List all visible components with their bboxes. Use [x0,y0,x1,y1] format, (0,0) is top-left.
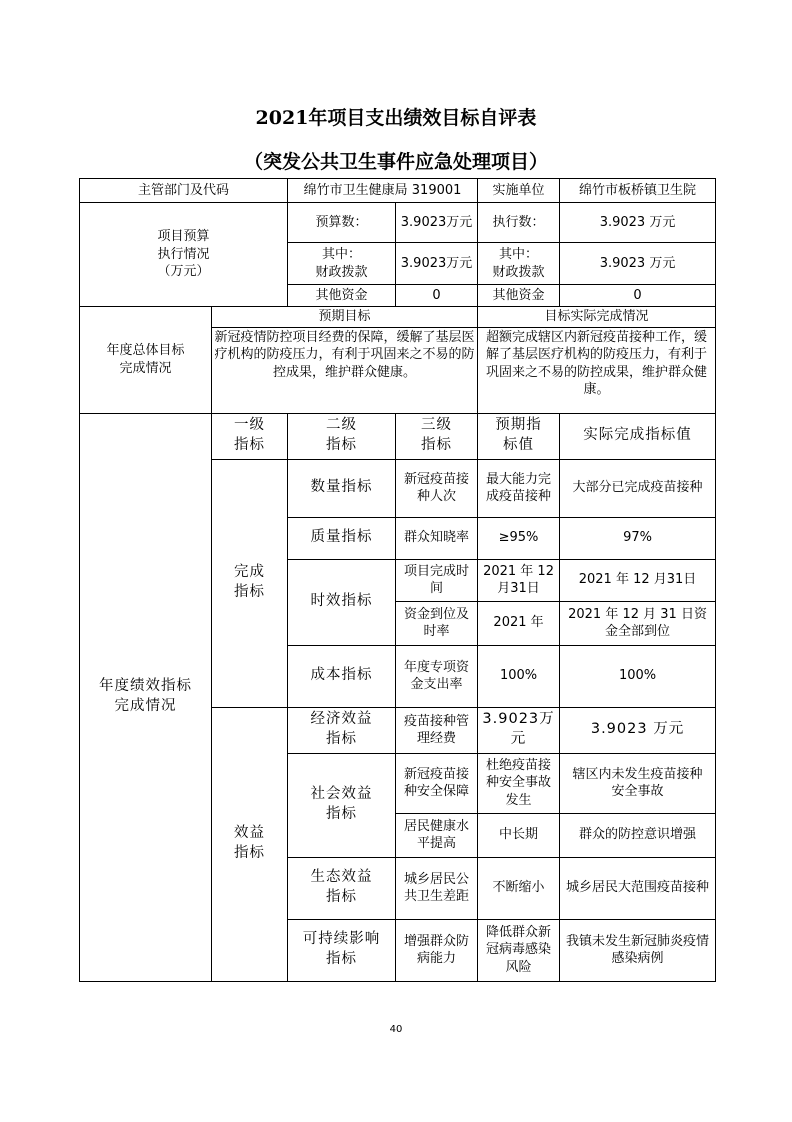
ecological-expected: 不断缩小 [478,857,560,919]
col-level3-header: 三级 指标 [396,413,478,459]
actual-goal-text: 超额完成辖区内新冠疫苗接种工作，缓解了基层医疗机构的防疫压力，有利于巩固来之不易的防控成果，维护群众健康。 [478,327,716,413]
fiscal-value: 3.9023万元 [396,243,478,285]
completion-indicator-label: 完成 指标 [212,459,288,707]
page-subtitle: （突发公共卫生事件应急处理项目） [243,151,548,173]
unit-label: 实施单位 [478,179,560,203]
cost-level3: 年度专项资金支出率 [396,645,478,707]
unit-value: 绵竹市板桥镇卫生院 [560,179,716,203]
exec-value: 3.9023 万元 [560,203,716,243]
fiscal-label: 其中： 财政拨款 [288,243,396,285]
fiscal-exec-label: 其中： 财政拨款 [478,243,560,285]
col-level1-header: 一级 指标 [212,413,288,459]
annual-section-label: 年度总体目标 完成情况 [80,307,212,414]
social2-level3: 居民健康水平提高 [396,813,478,857]
economic-expected: 3.9023万 元 [478,707,560,753]
time2-actual: 2021 年 12 月 31 日资金全部到位 [560,601,716,645]
cost-level2: 成本指标 [288,645,396,707]
social1-expected: 杜绝疫苗接种安全事故发生 [478,753,560,813]
col-level2-header: 二级 指标 [288,413,396,459]
economic-level3: 疫苗接种管理经费 [396,707,478,753]
economic-actual: 3.9023 万元 [560,707,716,753]
time1-expected: 2021 年 12 月31日 [478,559,560,601]
sustainable-expected: 降低群众新冠病毒感染风险 [478,919,560,981]
other-exec-value: 0 [560,285,716,307]
col-expected-header: 预期指 标值 [478,413,560,459]
quantity-actual: 大部分已完成疫苗接种 [560,459,716,517]
other-exec-label: 其他资金 [478,285,560,307]
page-number: 40 [389,1024,403,1035]
quantity-level3: 新冠疫苗接种人次 [396,459,478,517]
sustainable-actual: 我镇未发生新冠肺炎疫情感染病例 [560,919,716,981]
ecological-actual: 城乡居民大范围疫苗接种 [560,857,716,919]
budget-label: 预算数： [288,203,396,243]
budget-value: 3.9023万元 [396,203,478,243]
time2-level3: 资金到位及时率 [396,601,478,645]
social2-actual: 群众的防控意识增强 [560,813,716,857]
time1-level3: 项目完成时间 [396,559,478,601]
timeliness-level2: 时效指标 [288,559,396,645]
fiscal-exec-value: 3.9023 万元 [560,243,716,285]
quality-actual: 97% [560,517,716,559]
economic-level2: 经济效益 指标 [288,707,396,753]
perf-section-label: 年度绩效指标 完成情况 [80,413,212,981]
quantity-expected: 最大能力完成疫苗接种 [478,459,560,517]
sustainable-level3: 增强群众防病能力 [396,919,478,981]
page-title: 2021年项目支出绩效目标自评表 [255,107,537,129]
social1-actual: 辖区内未发生疫苗接种 安全事故 [560,753,716,813]
actual-goal-header: 目标实际完成情况 [478,307,716,328]
other-label: 其他资金 [288,285,396,307]
time1-actual: 2021 年 12 月31日 [560,559,716,601]
sustainable-level2: 可持续影响 指标 [288,919,396,981]
self-evaluation-table [79,178,716,982]
quality-expected: ≥95% [478,517,560,559]
social1-level3: 新冠疫苗接种安全保障 [396,753,478,813]
quality-level3: 群众知晓率 [396,517,478,559]
cost-actual: 100% [560,645,716,707]
dept-value: 绵竹市卫生健康局 319001 [288,179,478,203]
benefit-indicator-label: 效益 指标 [212,707,288,981]
expected-goal-header: 预期目标 [212,307,478,328]
expected-goal-text: 新冠疫情防控项目经费的保障，缓解了基层医疗机构的防疫压力，有利于巩固来之不易的防控成果，维护群众健康。 [212,327,478,413]
social-level2: 社会效益 指标 [288,753,396,857]
quantity-level2: 数量指标 [288,459,396,517]
quality-level2: 质量指标 [288,517,396,559]
cost-expected: 100% [478,645,560,707]
col-actual-header: 实际完成指标值 [560,413,716,459]
other-value: 0 [396,285,478,307]
social2-expected: 中长期 [478,813,560,857]
time2-expected: 2021 年 [478,601,560,645]
budget-section-label: 项目预算 执行情况 （万元） [80,203,288,307]
ecological-level2: 生态效益 指标 [288,857,396,919]
exec-label: 执行数： [478,203,560,243]
dept-label: 主管部门及代码 [80,179,288,203]
ecological-level3: 城乡居民公共卫生差距 [396,857,478,919]
